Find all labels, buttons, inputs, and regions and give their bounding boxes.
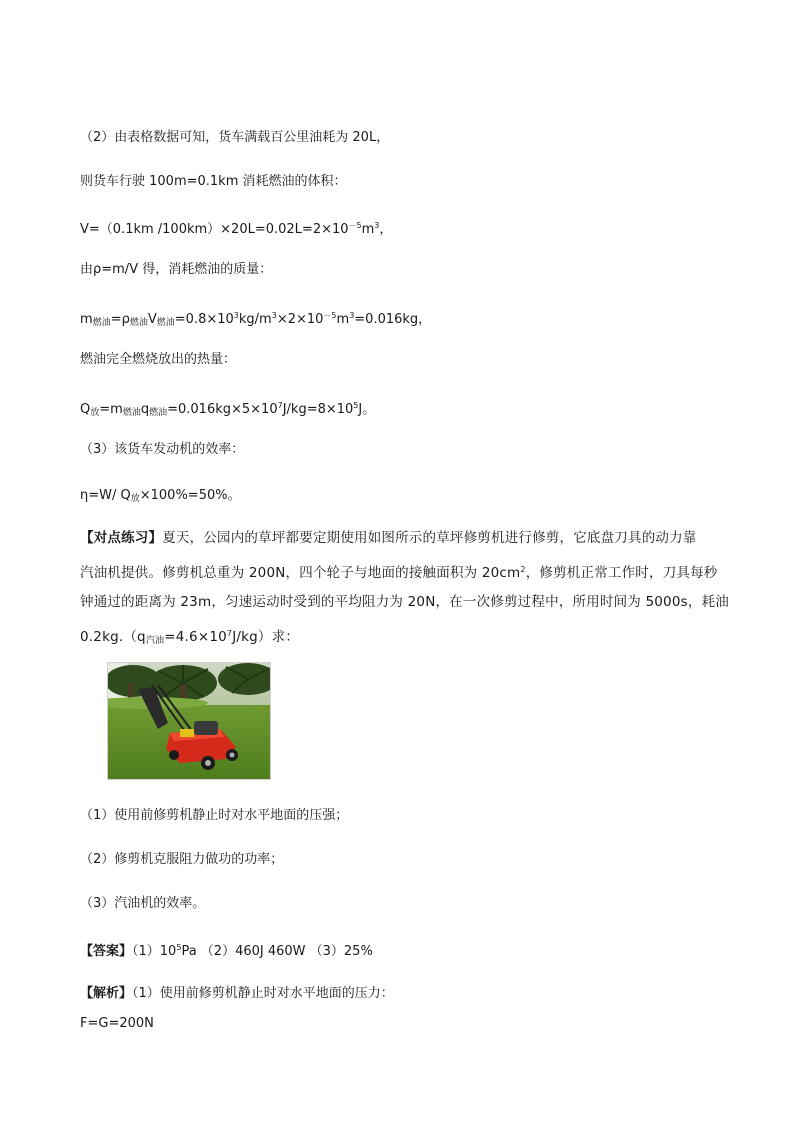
exercise-text: =4.6×10 bbox=[164, 629, 227, 645]
formula-exponent: 3 bbox=[233, 311, 239, 320]
formula-efficiency bbox=[80, 486, 241, 509]
text-line: （2）由表格数据可知，货车满载百公里油耗为 20L， bbox=[80, 130, 390, 145]
formula-mass bbox=[80, 306, 431, 333]
exercise-paragraph-line: 钟通过的距离为 23m，匀速运动时受到的平均阻力为 20N，在一次修剪过程中，所用时间为 5000s，耗油 bbox=[80, 594, 729, 610]
formula-volume bbox=[80, 216, 392, 240]
formula-subscript: 放 bbox=[130, 494, 140, 504]
formula-part: ， bbox=[379, 222, 393, 237]
text-line: （3）该货车发动机的效率： bbox=[80, 442, 245, 457]
question-1: （1）使用前修剪机静止时对水平地面的压强； bbox=[80, 808, 349, 823]
formula-part: =m bbox=[99, 402, 123, 417]
formula-part: m bbox=[361, 222, 375, 237]
formula-exponent: 3 bbox=[271, 311, 277, 320]
formula-part: =0.8×10 bbox=[174, 312, 234, 327]
formula-subscript: 燃油 bbox=[122, 408, 141, 418]
formula-part: Q bbox=[80, 402, 91, 417]
lawn-mower-photo bbox=[107, 662, 271, 780]
answer-line bbox=[80, 938, 373, 962]
formula-subscript: 燃油 bbox=[129, 318, 148, 328]
exercise-paragraph-line bbox=[80, 528, 697, 548]
formula-part: J。 bbox=[358, 402, 376, 417]
formula-exponent: 5 bbox=[176, 943, 182, 952]
explanation-line bbox=[80, 984, 394, 1004]
text-line: 燃油完全燃烧放出的热量： bbox=[80, 352, 237, 367]
exercise-text: 0.2kg.（q bbox=[80, 629, 146, 645]
question-2: （2）修剪机克服阻力做功的功率； bbox=[80, 852, 284, 867]
formula-part: q bbox=[140, 402, 150, 417]
formula-exponent: －5 bbox=[348, 221, 362, 230]
exercise-text: J/kg）求： bbox=[232, 629, 300, 645]
formula-force: F=G=200N bbox=[80, 1016, 154, 1031]
formula-subscript: 汽油 bbox=[145, 636, 165, 646]
answer-text: （1）10 bbox=[132, 944, 177, 959]
formula-part: =0.016kg×5×10 bbox=[167, 402, 278, 417]
formula-part: m bbox=[80, 312, 93, 327]
formula-part: ×100%=50%。 bbox=[139, 488, 241, 503]
formula-subscript: 燃油 bbox=[149, 408, 168, 418]
question-3: （3）汽油机的效率。 bbox=[80, 896, 206, 911]
exercise-text: ，修剪机正常工作时，刀具每秒 bbox=[525, 565, 718, 581]
formula-part: =ρ bbox=[110, 312, 130, 327]
formula-part: m bbox=[336, 312, 350, 327]
formula-exponent: 3 bbox=[374, 221, 380, 230]
exercise-paragraph-line bbox=[80, 560, 718, 583]
answer-text: Pa （2）460J 460W （3）25% bbox=[181, 944, 373, 959]
lawn-mower-icon bbox=[108, 663, 270, 779]
formula-subscript: 放 bbox=[90, 408, 100, 418]
formula-exponent: 2 bbox=[520, 565, 526, 574]
formula-part: J/kg=8×10 bbox=[282, 402, 354, 417]
formula-part: V=（0.1km /100km）×20L=0.02L=2×10 bbox=[80, 222, 349, 237]
explanation-tag: 【解析】 bbox=[80, 986, 133, 1001]
formula-exponent: 5 bbox=[353, 401, 359, 410]
formula-part: ×2×10 bbox=[276, 312, 324, 327]
exercise-text: 夏天，公园内的草坪都要定期使用如图所示的草坪修剪机进行修剪，它底盘刀具的动力靠 bbox=[162, 530, 697, 546]
formula-part: η=W/ Q bbox=[80, 488, 131, 503]
formula-exponent: 7 bbox=[226, 629, 233, 638]
text-line: 由ρ=m/V 得，消耗燃油的质量： bbox=[80, 262, 273, 277]
formula-heat bbox=[80, 396, 375, 423]
formula-part: V bbox=[147, 312, 157, 327]
exercise-text: 汽油机提供。修剪机总重为 200N，四个轮子与地面的接触面积为 20cm bbox=[80, 565, 521, 581]
formula-part: kg/m bbox=[238, 312, 272, 327]
formula-exponent: 7 bbox=[277, 401, 283, 410]
explanation-text: （1）使用前修剪机静止时对水平地面的压力： bbox=[132, 986, 394, 1001]
formula-exponent: 3 bbox=[349, 311, 355, 320]
formula-exponent: －5 bbox=[323, 311, 337, 320]
answer-tag: 【答案】 bbox=[80, 944, 133, 959]
formula-subscript: 燃油 bbox=[92, 318, 111, 328]
formula-part: =0.016kg， bbox=[354, 312, 432, 327]
exercise-tag: 【对点练习】 bbox=[80, 530, 163, 546]
exercise-paragraph-line bbox=[80, 624, 299, 651]
text-line: 则货车行驶 100m=0.1km 消耗燃油的体积： bbox=[80, 174, 347, 189]
formula-subscript: 燃油 bbox=[156, 318, 175, 328]
